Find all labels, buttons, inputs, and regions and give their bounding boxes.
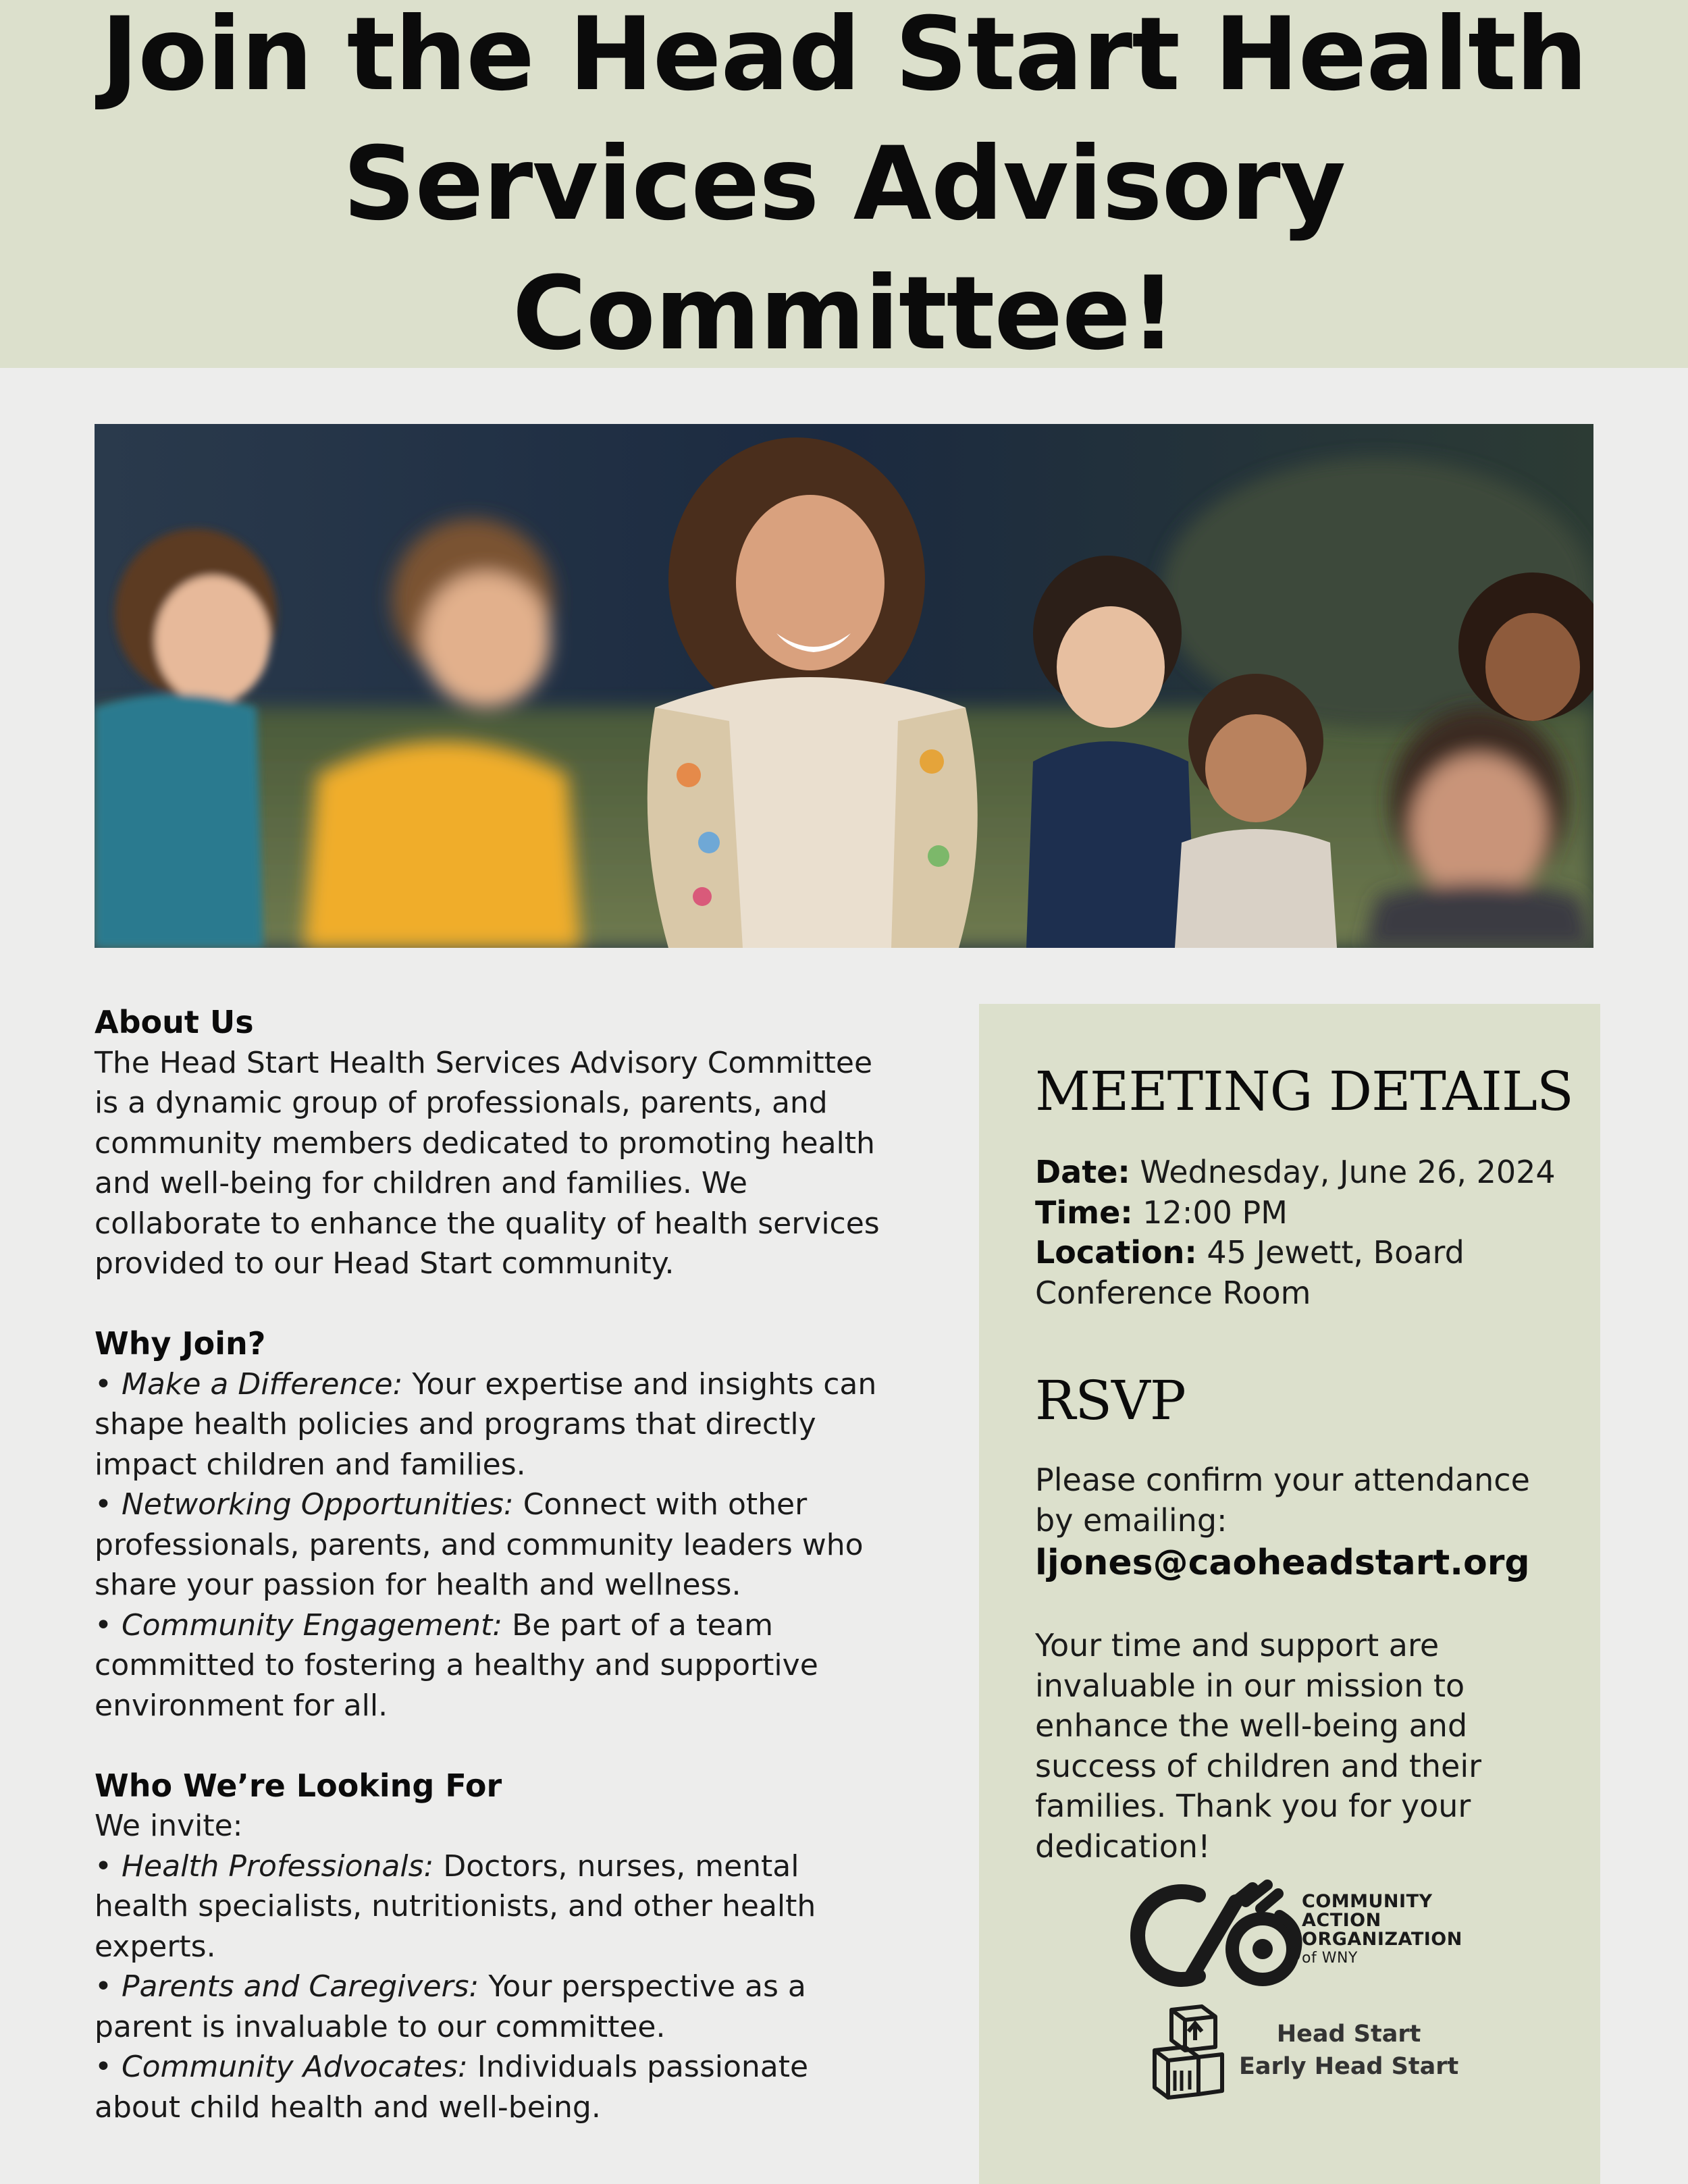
page-title (0, 0, 1688, 379)
why-join-heading: Why Join? (95, 1325, 266, 1362)
looking-for-text: Individuals passionate about child health and well-being. (95, 2050, 809, 2125)
why-join-item: • Community Engagement: Be part of a team committed to fostering a healthy and supportive environment for all. (95, 1607, 818, 1723)
header-banner (0, 0, 1688, 373)
why-join-term: Community Engagement: (121, 1607, 503, 1643)
why-join-text: Your expertise and insights can shape health policies and programs that directly impact children and families. (95, 1366, 877, 1482)
why-join-section (95, 1324, 898, 1726)
head-start-logo-text (1239, 2018, 1458, 2083)
cao-line: ORGANIZATION (1302, 1929, 1462, 1950)
meeting-location (1035, 1233, 1575, 1313)
looking-for-section (95, 1766, 898, 2128)
date-value: Wednesday, June 26, 2024 (1130, 1154, 1556, 1190)
about-section (95, 1003, 898, 1284)
meeting-panel (979, 1004, 1600, 2184)
rsvp-email-link[interactable]: ljones@caoheadstart.org (1035, 1543, 1530, 1583)
rsvp-instructions (1035, 1460, 1575, 1585)
cao-line: of WNY (1302, 1950, 1358, 1967)
meeting-date (1035, 1152, 1575, 1193)
date-label: Date: (1035, 1154, 1130, 1190)
looking-for-term: Parents and Caregivers: (121, 1969, 479, 2004)
looking-for-intro: We invite: (95, 1809, 243, 1843)
time-label: Time: (1035, 1194, 1133, 1231)
looking-for-heading: Who We’re Looking For (95, 1767, 502, 1804)
time-value: 12:00 PM (1132, 1194, 1288, 1231)
why-join-term: Make a Difference: (121, 1366, 403, 1402)
meeting-time (1035, 1193, 1575, 1233)
looking-for-item: • Health Professionals: Doctors, nurses, mental health specialists, nutritionists, and other health experts. (95, 1848, 816, 1964)
title-line-1: Join the Head Start Health (101, 0, 1587, 113)
head-start-blocks-icon (1148, 2003, 1229, 2101)
meeting-panel-content (1035, 1058, 1575, 1867)
why-join-text: Connect with other professionals, parents, and community leaders who share your passion for health and wellness. (95, 1487, 864, 1602)
looking-for-item: • Parents and Caregivers: Your perspective as a parent is invaluable to our committee. (95, 1969, 806, 2044)
why-join-item: • Make a Difference: Your expertise and insights can shape health policies and programs that directly impact children and families. (95, 1366, 877, 1482)
why-join-text: Be part of a team committed to fostering a healthy and supportive environment for all. (95, 1607, 818, 1723)
rsvp-heading: RSVP (1035, 1369, 1186, 1432)
about-body: The Head Start Health Services Advisory Committee is a dynamic group of professionals, parents, and community members dedicated to promoting health and well-being for children and families. We collaborate to enhance the quality of health services provided to our Head Start community. (95, 1045, 880, 1281)
hs-line: Head Start (1276, 2021, 1421, 2048)
hs-line: Early Head Start (1239, 2053, 1459, 2080)
cao-logo-text (1302, 1892, 1462, 1968)
looking-for-item: • Community Advocates: Individuals passionate about child health and well-being. (95, 2050, 809, 2125)
left-column (95, 1003, 898, 2168)
looking-for-text: Doctors, nurses, mental health specialists, nutritionists, and other health experts. (95, 1848, 816, 1964)
meeting-details (1035, 1152, 1575, 1313)
looking-for-term: Community Advocates: (121, 2050, 468, 2084)
hero-photo (95, 424, 1593, 948)
rsvp-text: Please confirm your attendance by emailing: (1035, 1462, 1530, 1539)
meeting-heading: MEETING DETAILS (1035, 1060, 1573, 1123)
looking-for-text: Your perspective as a parent is invaluable to our committee. (95, 1969, 806, 2044)
title-line-2: Services Advisory Committee! (342, 125, 1346, 373)
why-join-item: • Networking Opportunities: Connect with other professionals, parents, and community leaders who share your passion for health and wellness. (95, 1487, 864, 1602)
location-value: 45 Jewett, Board Conference Room (1035, 1234, 1465, 1311)
hero-photo-illustration (95, 424, 1593, 948)
about-heading: About Us (95, 1004, 254, 1040)
cao-line: COMMUNITY (1302, 1891, 1433, 1912)
cao-line: ACTION (1302, 1910, 1381, 1931)
why-join-term: Networking Opportunities: (121, 1487, 514, 1522)
location-label: Location: (1035, 1234, 1197, 1271)
closing-message: Your time and support are invaluable in our mission to enhance the well-being and success of children and their families. Thank you for your dedication! (1035, 1627, 1482, 1865)
looking-for-term: Health Professionals: (121, 1848, 434, 1884)
